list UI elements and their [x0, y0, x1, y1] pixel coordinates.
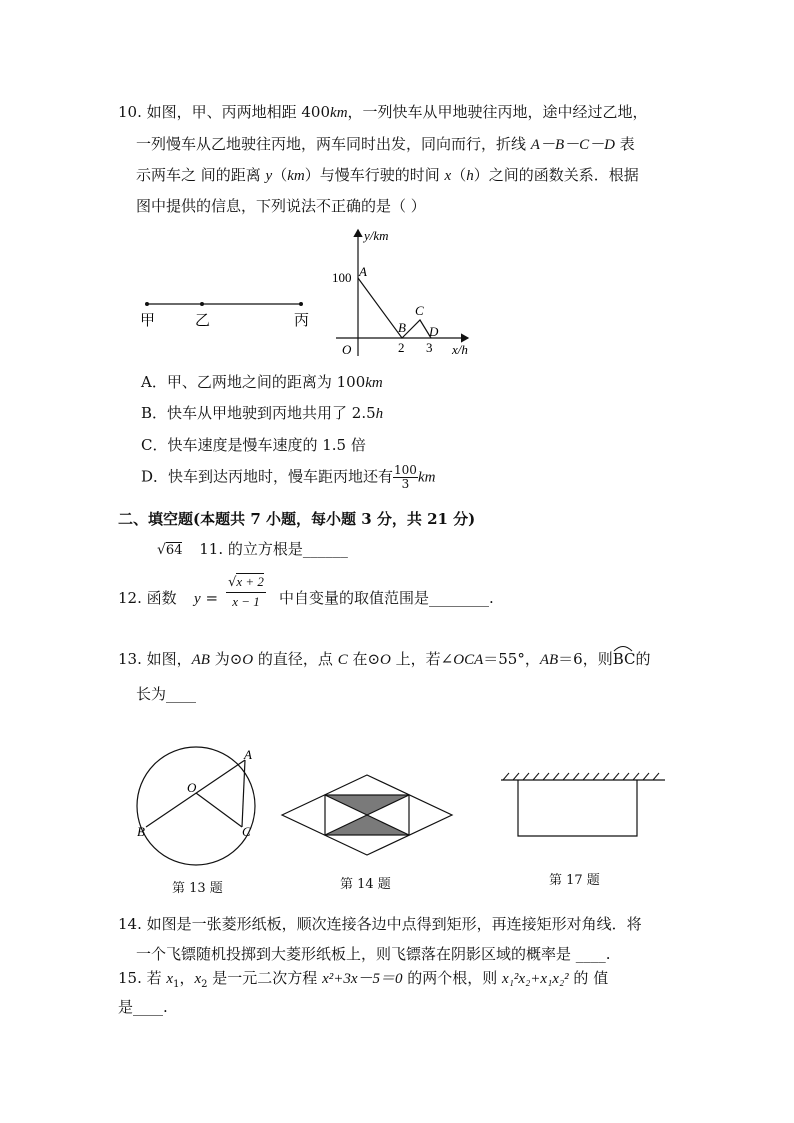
q10-line3-end: ）之间的函数关系．根据 [473, 166, 639, 184]
q13-text: 的直径，点 [253, 650, 338, 668]
fraction-100-over-3 [393, 464, 418, 491]
sqrt-symbol: √ [157, 542, 166, 558]
fig13-caption: 第 13 题 [172, 881, 223, 896]
places-line-figure [135, 292, 315, 332]
q12-radicand: x + 2 [236, 574, 264, 589]
q10-graph [328, 224, 478, 360]
fig14-rhombus-figure [280, 773, 460, 859]
var-oca: OCA [453, 652, 484, 668]
q12-post: 中自变量的取值范围是________. [279, 589, 494, 607]
unit-h: h [466, 168, 474, 184]
unit-km: km [287, 168, 305, 184]
var-o: O [242, 652, 254, 668]
expression: x₁²x₂+x₁x₂² [502, 971, 569, 987]
q10-option-c: C．快车速度是慢车速度的 1.5 倍 [141, 436, 366, 454]
var-x1: x [166, 971, 174, 987]
q10-unit-km: km [330, 105, 348, 121]
q11-text: 11. 的立方根是______ [199, 540, 348, 558]
fig13-circle-figure [130, 743, 265, 873]
q13-text: ＝55°， [483, 650, 540, 668]
var-x: x [444, 168, 452, 184]
fig13-label-a: A [244, 747, 252, 762]
q10-line2 [136, 134, 635, 155]
fig13-label-c: C [242, 824, 251, 839]
q13-line2: 长为____ [136, 685, 197, 703]
arc-symbol [613, 644, 633, 652]
arc-bc [613, 649, 636, 669]
q10-line4: 图中提供的信息，下列说法不正确的是（ ） [136, 197, 426, 215]
q10-option-a [141, 372, 383, 393]
q13-text: 在⊙ [347, 650, 381, 668]
q15-text: 的两个根，则 [402, 969, 503, 987]
var-y: y [265, 168, 273, 184]
option-a-unit: km [365, 375, 383, 391]
var-o: O [380, 652, 391, 668]
sqrt-symbol: √ [228, 575, 237, 590]
q10-line3-text: 示两车之 间的距离 [136, 166, 266, 184]
q13-text: 13. 如图， [118, 650, 192, 668]
var-x2: x [194, 971, 202, 987]
fig17-caption: 第 17 题 [549, 873, 600, 888]
quadratic-equation: x²+3x－5＝0 [322, 971, 403, 987]
point-yi [200, 302, 204, 306]
paren: （ [272, 166, 288, 184]
x-tick-2: 2 [398, 340, 405, 355]
point-C-label: C [415, 303, 424, 318]
x-tick-3: 3 [426, 340, 433, 355]
q10-line2-text: 一列慢车从乙地驶往丙地，两车同时出发，同向而行，折线 [136, 135, 531, 153]
q15-text: 的 值 [568, 969, 609, 987]
q12-fraction [226, 573, 266, 611]
y-tick-100: 100 [332, 270, 352, 285]
option-d-text: D．快车到达丙地时，慢车距丙地还有 [141, 467, 394, 486]
q13-line1 [118, 649, 651, 670]
q10-line1 [118, 102, 648, 123]
shaded-triangle-top [325, 795, 409, 815]
var-ab: AB [191, 652, 210, 668]
origin-label: O [342, 342, 352, 357]
ceiling-hatching [503, 773, 659, 780]
var-ab: AB [539, 652, 559, 668]
paren: （ [451, 166, 467, 184]
var-c: C [337, 652, 348, 668]
fig14-caption: 第 14 题 [340, 877, 391, 892]
fig13-label-b: B [137, 824, 145, 839]
comma: ， [179, 969, 195, 987]
fraction-numerator: 100 [394, 463, 417, 477]
q15-line1 [118, 968, 608, 995]
y-axis-label: y/km [364, 228, 389, 243]
shaded-triangle-bottom [325, 815, 409, 835]
hanging-rectangle [518, 780, 637, 836]
point-jia [145, 302, 149, 306]
point-B-label: B [398, 320, 406, 335]
point-bing [299, 302, 303, 306]
q15-text: 是一元二次方程 [207, 969, 323, 987]
q12-numerator [226, 573, 266, 593]
q12-y [194, 588, 218, 609]
option-d-unit: km [417, 469, 436, 486]
fig17-figure [497, 770, 669, 840]
subscript-1: 1 [173, 979, 180, 990]
q11-line [157, 539, 348, 561]
q10-line3 [136, 165, 639, 186]
q14-line1: 14. 如图是一张菱形纸板，顺次连接各边中点得到矩形，再连接矩形对角线．将 [118, 915, 642, 933]
option-b-unit: h [375, 406, 384, 422]
q12-denominator: x − 1 [232, 594, 260, 609]
q13-text: 上，若∠ [390, 650, 454, 668]
sqrt-radicand: 64 [165, 543, 183, 558]
arc-label: BC [612, 650, 636, 668]
option-b-text: B．快车从甲地驶到丙地共用了 2.5 [141, 404, 376, 422]
q10-polyline-name: A－B－C－D [530, 137, 615, 153]
q10-line1-text: 10. 如图，甲、丙两地相距 400 [118, 103, 331, 121]
q13-text: 的 [635, 650, 651, 668]
label-bing: 丙 [294, 313, 310, 329]
q12-pre: 12. 函数 [118, 589, 177, 607]
fraction-denominator: 3 [401, 477, 410, 491]
equals: = [200, 589, 219, 607]
segment-oc [196, 793, 242, 827]
section-2-heading: 二、填空题(本题共 7 小题，每小题 3 分，共 21 分) [118, 510, 476, 528]
q13-text: 为⊙ [209, 650, 243, 668]
subscript-2: 2 [201, 979, 208, 990]
label-jia: 甲 [140, 313, 156, 329]
point-A-label: A [359, 264, 367, 279]
point-D-label: D [429, 324, 439, 339]
q13-text: ＝6，则 [558, 650, 613, 668]
q10-line3-mid: ）与慢车行驶的时间 [304, 166, 445, 184]
fig13-label-o: O [187, 780, 197, 795]
q15-line2: 是____. [118, 998, 168, 1016]
q10-line1-text-end: ，一列快车从甲地驶往丙地，途中经过乙地， [347, 103, 648, 121]
option-a-text: A．甲、乙两地之间的距离为 100 [141, 373, 366, 391]
x-axis-label: x/h [452, 342, 468, 357]
q15-text: 15. 若 [118, 969, 167, 987]
var-y: y [194, 591, 201, 607]
q10-option-b [141, 403, 383, 424]
q14-line2: 一个飞镖随机投掷到大菱形纸板上，则飞镖落在阴影区域的概率是 ____. [136, 945, 611, 963]
q10-line2-end: 表 [614, 135, 635, 153]
label-yi: 乙 [195, 313, 211, 329]
q10-option-d [141, 464, 435, 491]
